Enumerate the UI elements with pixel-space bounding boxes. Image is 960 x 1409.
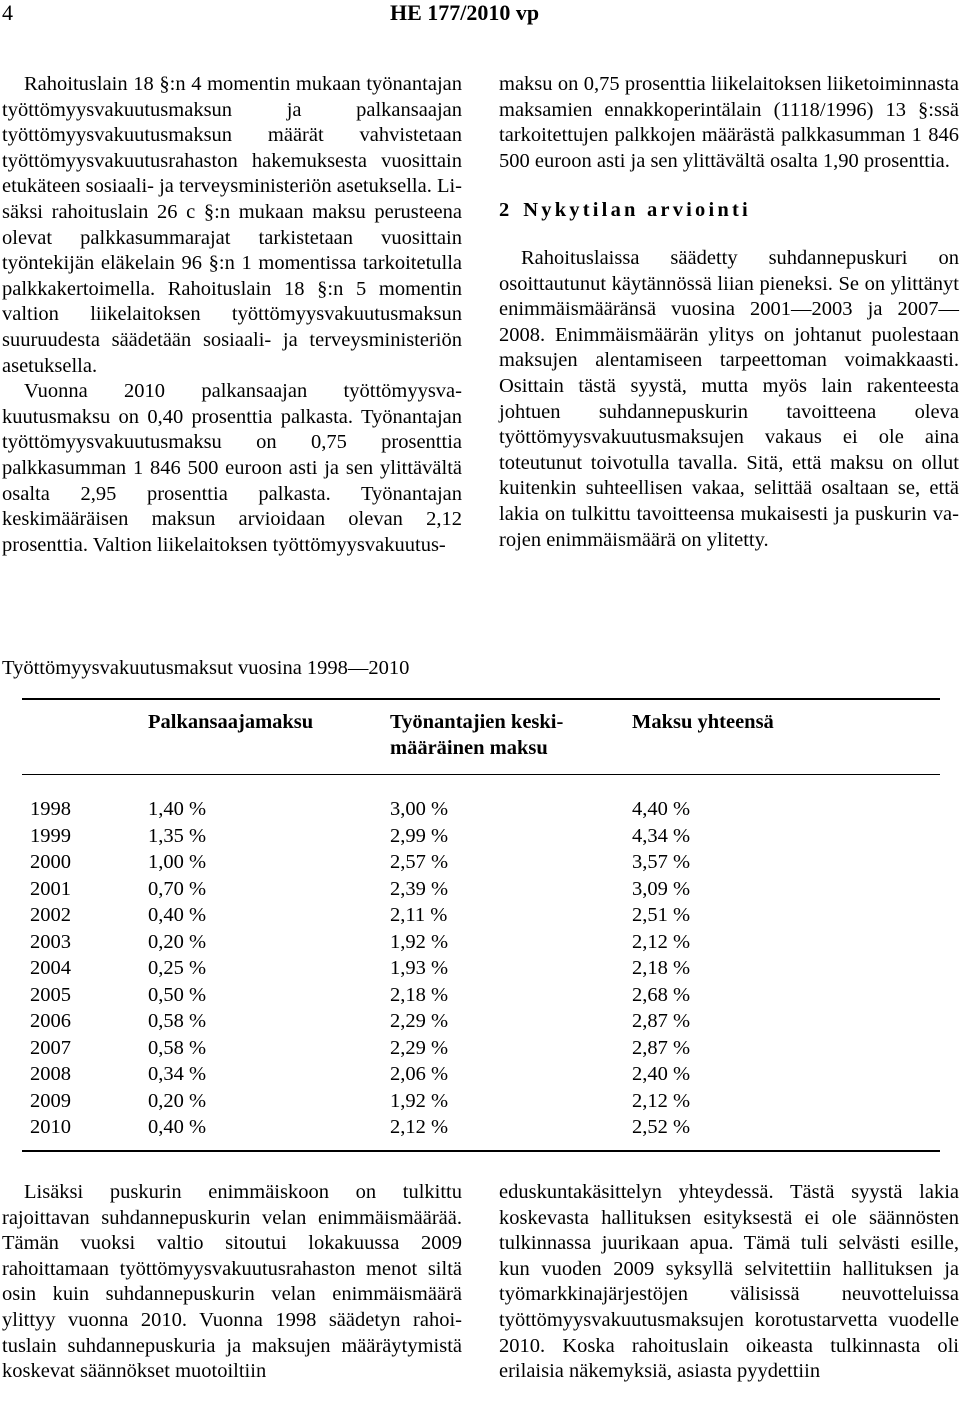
document-id: HE 177/2010 vp xyxy=(390,0,540,25)
cell-year: 2004 xyxy=(30,957,71,979)
cell-total-payment: 2,68 % xyxy=(632,983,691,1006)
top-left-column xyxy=(2,72,462,558)
cell-employer-payment: 1,93 % xyxy=(390,957,449,979)
cell-employee-payment: 0,40 % xyxy=(148,1116,207,1138)
cell-employer-payment: 2,11 % xyxy=(390,904,448,926)
table-row xyxy=(22,877,940,904)
page-number: 4 xyxy=(2,0,13,25)
cell-total-payment: 4,40 % xyxy=(632,798,691,820)
cell-employee-payment: 0,25 % xyxy=(148,957,207,979)
cell-employee-payment: 0,20 % xyxy=(148,930,207,953)
cell-year: 1999 xyxy=(30,824,71,847)
cell-year: 1998 xyxy=(30,798,71,820)
cell-employer-payment: 2,39 % xyxy=(390,877,449,900)
cell-year: 2000 xyxy=(30,851,71,873)
paragraph: Rahoituslaissa säädetty suhdannepuskuri on osoittautunut käytännössä liian pieneksi. Se on ylittänyt enimmäismääränsä vuosina 2001—2003 ja 2007—2008. Enimmäismäärän ylitys on johtanut puolestaan maksujen alentamiseen tarpeettoman voimakkaasti. Osittain tästä syystä, mutta myös lain rakenteesta johtuen suhdannepuskurin tavoitteena oleva työttömyysvakuutusmaksujen vakaus ei ole aina toteutunut toivotulla tavalla. Sitä, että maksu on ollut kuitenkin suhteellisen vakaa, selittää osaltaan se, että lakia on tulkittu tavoitteensa mukaisesti ja puskurin varojen enimmäismäärä on ylitetty. xyxy=(499,246,959,551)
cell-employer-payment: 2,18 % xyxy=(390,983,449,1006)
header-employer-payment: Työnantajien keski- määräinen maksu xyxy=(390,699,632,775)
section-heading xyxy=(499,198,959,224)
cell-employer-payment: 2,99 % xyxy=(390,824,449,847)
paragraph: eduskuntakäsittelyn yhteydessä. Tästä syystä lakia koskevasta hallituksen esityksestä ei ole säännösten tulkinnassa juurikaan apua. Tämä tuli selvästi esille, kun vuoden 2009 syksyllä selvitettiin hallituksen ja työmarkkinajärjestöjen välisissä neuvotteluissa työttömyysvakuutusmaksujen korotustarvetta vuodelle 2010. Koska rahoituslain oikeasta tulkinnasta oli erilaisia näkemyksiä, asiasta pyydettiin xyxy=(499,1181,959,1383)
cell-total-payment: 3,09 % xyxy=(632,877,691,900)
cell-employer-payment: 1,92 % xyxy=(390,1089,449,1112)
table-row xyxy=(22,824,940,851)
cell-total-payment: 2,40 % xyxy=(632,1063,691,1085)
table-caption: Työttömyysvakuutusmaksut vuosina 1998—2010 xyxy=(2,657,410,679)
cell-year: 2009 xyxy=(30,1089,71,1112)
table-row xyxy=(22,1115,940,1151)
cell-employer-payment: 2,06 % xyxy=(390,1063,449,1085)
table-row xyxy=(22,775,940,824)
cell-employee-payment: 0,50 % xyxy=(148,983,207,1006)
cell-total-payment: 2,52 % xyxy=(632,1116,691,1138)
paragraph: Rahoituslain 18 §:n 4 momentin mukaan työnantajan työttömyysvakuutusmaksun ja palkansaajan työttömyysvakuutusmaksun määrät vahvistetaan työttömyysvakuutusrahaston hakemuksesta vuosittain etukäteen sosiaali- ja terveysministeriön asetuksella. Lisäksi rahoituslain 26 c §:n mukaan maksu perusteena olevat palkkasummarajat tarkistetaan vuosittain työntekijän eläkelain 96 §:n 1 momentissa tarkoitetulla palkkakertoimella. Rahoituslain 18 §:n 5 momentin valtion liikelaitoksen työttömyysvakuutusmaksun suuruudesta säädetään sosiaali- ja terveysministeriön asetuksella. xyxy=(2,73,462,377)
cell-employee-payment: 0,70 % xyxy=(148,877,207,900)
cell-total-payment: 4,34 % xyxy=(632,824,691,847)
cell-year: 2003 xyxy=(30,930,71,953)
cell-total-payment: 2,51 % xyxy=(632,904,691,926)
bottom-right-column xyxy=(499,1180,959,1385)
cell-year: 2005 xyxy=(30,983,71,1006)
top-right-column xyxy=(499,72,959,553)
cell-total-payment: 2,12 % xyxy=(632,930,691,953)
table-row xyxy=(22,850,940,877)
cell-total-payment: 2,87 % xyxy=(632,1036,691,1059)
section-title: Nykytilan arviointi xyxy=(523,199,751,222)
table-row xyxy=(22,1036,940,1063)
cell-year: 2007 xyxy=(30,1036,71,1059)
cell-total-payment: 2,12 % xyxy=(632,1089,691,1112)
table-row xyxy=(22,983,940,1010)
paragraph: Vuonna 2010 palkansaajan työttömyysvakuutusmaksu on 0,40 prosenttia palkasta. Työnantajan työttömyysvakuutusmaksu on 0,75 prosenttia palkkasumman 1 846 500 euroon asti ja sen ylittävältä osalta 2,95 prosenttia palkasta. Työnantajan keskimääräisen maksun arvioidaan olevan 2,12 prosenttia. Valtion liikelaitoksen työttömyysvakuutus- xyxy=(2,380,462,556)
cell-year: 2008 xyxy=(30,1063,71,1085)
header-employee-payment: Palkansaajamaksu xyxy=(148,699,390,775)
header-total-payment: Maksu yhteensä xyxy=(632,699,940,775)
cell-employer-payment: 1,92 % xyxy=(390,930,449,953)
cell-employee-payment: 1,00 % xyxy=(148,851,207,873)
cell-employee-payment: 0,58 % xyxy=(148,1036,207,1059)
table-row xyxy=(22,1089,940,1116)
table-row xyxy=(22,956,940,983)
cell-employer-payment: 2,12 % xyxy=(390,1116,449,1138)
table-row xyxy=(22,1062,940,1089)
cell-employer-payment: 2,29 % xyxy=(390,1036,449,1059)
cell-total-payment: 2,87 % xyxy=(632,1010,691,1032)
bottom-left-column xyxy=(2,1180,462,1385)
cell-employer-payment: 2,29 % xyxy=(390,1010,449,1032)
cell-year: 2010 xyxy=(30,1116,71,1138)
cell-total-payment: 2,18 % xyxy=(632,957,691,979)
cell-employee-payment: 0,40 % xyxy=(148,904,207,926)
payments-table xyxy=(22,698,940,1152)
paragraph: maksu on 0,75 prosenttia liikelaitoksen liiketoiminnasta maksamien ennakkoperintälain (1118/1996) 13 §:ssä tarkoitettujen palkkojen määrästä palkkasumman 1 846 500 euroon asti ja sen ylittävältä osalta 1,90 prosenttia. xyxy=(499,73,959,172)
cell-employer-payment: 3,00 % xyxy=(390,798,449,820)
cell-employer-payment: 2,57 % xyxy=(390,851,449,873)
table-row xyxy=(22,903,940,930)
cell-total-payment: 3,57 % xyxy=(632,851,691,873)
cell-employee-payment: 0,58 % xyxy=(148,1010,207,1032)
cell-year: 2002 xyxy=(30,904,71,926)
section-number: 2 xyxy=(499,199,510,222)
cell-employee-payment: 0,20 % xyxy=(148,1089,207,1112)
paragraph: Lisäksi puskurin enimmäiskoon on tulkittu rajoittavan suhdannepuskurin velan enimmäismäärää. Tämän vuoksi valtio sitoutui lokakuussa 2009 rahoittamaan työttömyysvakuutusrahaston menot siltä osin kuin suhdannepuskurin velan enimmäismäärä ylittyy vuonna 2010. Vuonna 1998 säädetyn rahoituslain suhdannepuskuria ja maksujen määräytymistä koskevat säännökset muotoiltiin xyxy=(2,1181,462,1383)
table-row xyxy=(22,1009,940,1036)
cell-year: 2001 xyxy=(30,877,71,900)
cell-year: 2006 xyxy=(30,1010,71,1032)
table-header-row xyxy=(22,699,940,775)
header-year xyxy=(22,699,148,775)
cell-employee-payment: 1,40 % xyxy=(148,798,207,820)
cell-employee-payment: 1,35 % xyxy=(148,824,207,847)
cell-employee-payment: 0,34 % xyxy=(148,1063,207,1085)
table-row xyxy=(22,930,940,957)
